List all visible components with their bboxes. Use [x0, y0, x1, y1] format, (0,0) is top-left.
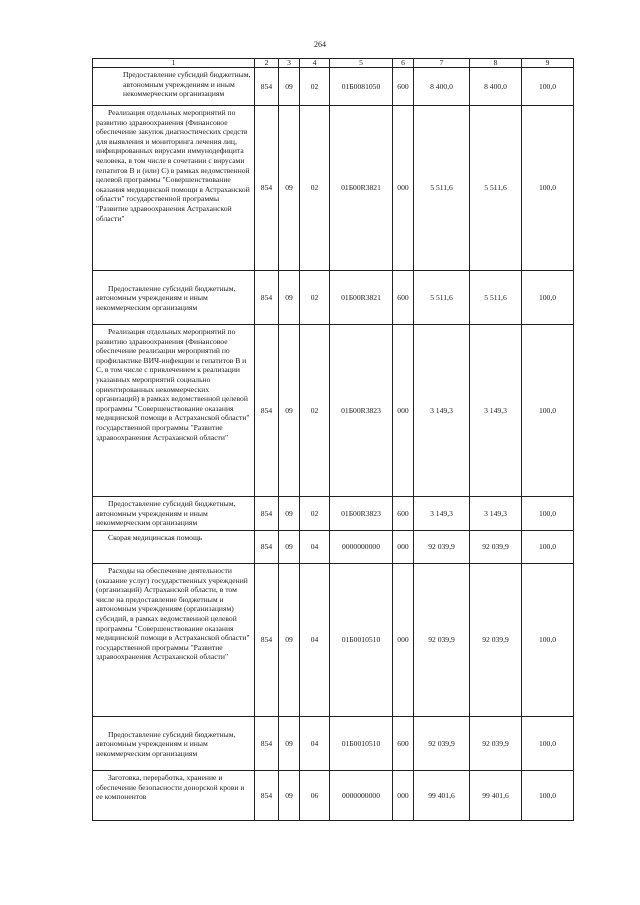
table-row	[93, 717, 574, 771]
cell-executed: 3 149,3	[470, 325, 522, 497]
cell-grbs: 854	[255, 271, 279, 325]
table-row	[93, 68, 574, 106]
cell-target-item: 01Б00R3823	[330, 497, 393, 531]
cell-target-item: 01Б00R3821	[330, 271, 393, 325]
cell-percent: 100,0	[522, 271, 574, 325]
cell-subsection: 04	[300, 717, 330, 771]
cell-grbs: 854	[255, 497, 279, 531]
row-description: Предоставление субсидий бюджетным, автономным учреждениям и иным некоммерческим организациям	[93, 68, 255, 106]
cell-subsection: 04	[300, 531, 330, 564]
column-header: 3	[279, 59, 300, 68]
cell-target-item: 0000000000	[330, 771, 393, 821]
cell-grbs: 854	[255, 68, 279, 106]
cell-subsection: 02	[300, 271, 330, 325]
cell-subsection: 02	[300, 325, 330, 497]
cell-percent: 100,0	[522, 771, 574, 821]
cell-executed: 5 511,6	[470, 106, 522, 271]
cell-percent: 100,0	[522, 325, 574, 497]
column-header: 8	[470, 59, 522, 68]
cell-subsection: 04	[300, 564, 330, 717]
cell-subsection: 02	[300, 106, 330, 271]
cell-expense-type: 600	[393, 68, 414, 106]
cell-percent: 100,0	[522, 68, 574, 106]
table-row	[93, 771, 574, 821]
cell-subsection: 06	[300, 771, 330, 821]
cell-executed: 3 149,3	[470, 497, 522, 531]
cell-target-item: 01Б00R3821	[330, 106, 393, 271]
cell-section: 09	[279, 106, 300, 271]
cell-executed: 92 039,9	[470, 531, 522, 564]
column-header: 1	[93, 59, 255, 68]
cell-expense-type: 000	[393, 106, 414, 271]
cell-target-item: 01Б00R3823	[330, 325, 393, 497]
cell-expense-type: 000	[393, 325, 414, 497]
cell-expense-type: 600	[393, 497, 414, 531]
cell-planned: 5 511,6	[414, 106, 470, 271]
row-description: Предоставление субсидий бюджетным, автономным учреждениям и иным некоммерческим организациям	[93, 717, 255, 771]
cell-planned: 3 149,3	[414, 325, 470, 497]
table-row	[93, 325, 574, 497]
cell-planned: 92 039,9	[414, 531, 470, 564]
column-header: 9	[522, 59, 574, 68]
cell-section: 09	[279, 325, 300, 497]
cell-executed: 8 400,0	[470, 68, 522, 106]
cell-executed: 99 401,6	[470, 771, 522, 821]
cell-planned: 99 401,6	[414, 771, 470, 821]
row-description: Заготовка, переработка, хранение и обеспечение безопасности донорской крови и ее компонентов	[93, 771, 255, 821]
cell-section: 09	[279, 531, 300, 564]
cell-target-item: 0000000000	[330, 531, 393, 564]
cell-planned: 5 511,6	[414, 271, 470, 325]
cell-section: 09	[279, 271, 300, 325]
table-row	[93, 564, 574, 717]
cell-percent: 100,0	[522, 497, 574, 531]
table-row	[93, 531, 574, 564]
cell-section: 09	[279, 564, 300, 717]
cell-expense-type: 600	[393, 271, 414, 325]
cell-target-item: 01Б0010510	[330, 717, 393, 771]
row-description: Предоставление субсидий бюджетным, автономным учреждениям и иным некоммерческим организациям	[93, 497, 255, 531]
cell-subsection: 02	[300, 68, 330, 106]
column-header: 6	[393, 59, 414, 68]
table-row	[93, 106, 574, 271]
cell-section: 09	[279, 68, 300, 106]
cell-section: 09	[279, 497, 300, 531]
cell-target-item: 01Б0081050	[330, 68, 393, 106]
cell-planned: 3 149,3	[414, 497, 470, 531]
cell-expense-type: 000	[393, 564, 414, 717]
cell-grbs: 854	[255, 531, 279, 564]
cell-planned: 8 400,0	[414, 68, 470, 106]
row-description: Расходы на обеспечение деятельности (оказание услуг) государственных учреждений (организаций) Астраханской области, в том числе на предоставление бюджетным и автономным учреждениям (организациям) субсидий, в рамках ведомственной целевой программы "Совершенствование оказания медицинской помощи в Астраханской области" государственной программы "Развитие здравоохранения Астраханской области"	[93, 564, 255, 717]
cell-percent: 100,0	[522, 106, 574, 271]
cell-grbs: 854	[255, 325, 279, 497]
column-header: 2	[255, 59, 279, 68]
cell-expense-type: 000	[393, 771, 414, 821]
column-header: 7	[414, 59, 470, 68]
cell-percent: 100,0	[522, 564, 574, 717]
cell-executed: 5 511,6	[470, 271, 522, 325]
row-description: Предоставление субсидий бюджетным, автономным учреждениям и иным некоммерческим организациям	[93, 271, 255, 325]
table-row	[93, 271, 574, 325]
page-number: 264	[314, 40, 326, 49]
header-row	[93, 59, 574, 68]
cell-subsection: 02	[300, 497, 330, 531]
cell-section: 09	[279, 771, 300, 821]
cell-executed: 92 039,9	[470, 717, 522, 771]
cell-grbs: 854	[255, 564, 279, 717]
budget-table	[92, 58, 574, 821]
cell-grbs: 854	[255, 717, 279, 771]
cell-planned: 92 039,9	[414, 717, 470, 771]
cell-percent: 100,0	[522, 531, 574, 564]
cell-target-item: 01Б0010510	[330, 564, 393, 717]
table-row	[93, 497, 574, 531]
cell-planned: 92 039,9	[414, 564, 470, 717]
row-description: Реализация отдельных мероприятий по развитию здравоохранения (Финансовое обеспечение закупок диагностических средств для выявления и мониторинга лечения лиц, инфицированных вирусами иммунодефицита человека, в том числе в сочетании с вирусами гепатитов В и (или) С) в рамках ведомственной целевой программы "Совершенствование оказания медицинской помощи в Астраханской области" государственной программы "Развитие здравоохранения Астраханской области"	[93, 106, 255, 271]
row-description: Реализация отдельных мероприятий по развитию здравоохранения (Финансовое обеспечение реализации мероприятий по профилактике ВИЧ-инфекции и гепатитов В и С, в том числе с привлечением к реализации указанных мероприятий социально ориентированных некоммерческих организаций) в рамках ведомственной целевой программы "Совершенствование оказания медицинской помощи в Астраханской области" государственной программы "Развитие здравоохранения Астраханской области"	[93, 325, 255, 497]
cell-expense-type: 600	[393, 717, 414, 771]
cell-executed: 92 039,9	[470, 564, 522, 717]
row-description: Скорая медицинская помощь	[93, 531, 255, 564]
cell-percent: 100,0	[522, 717, 574, 771]
cell-grbs: 854	[255, 771, 279, 821]
cell-grbs: 854	[255, 106, 279, 271]
column-header: 5	[330, 59, 393, 68]
cell-expense-type: 000	[393, 531, 414, 564]
cell-section: 09	[279, 717, 300, 771]
column-header: 4	[300, 59, 330, 68]
